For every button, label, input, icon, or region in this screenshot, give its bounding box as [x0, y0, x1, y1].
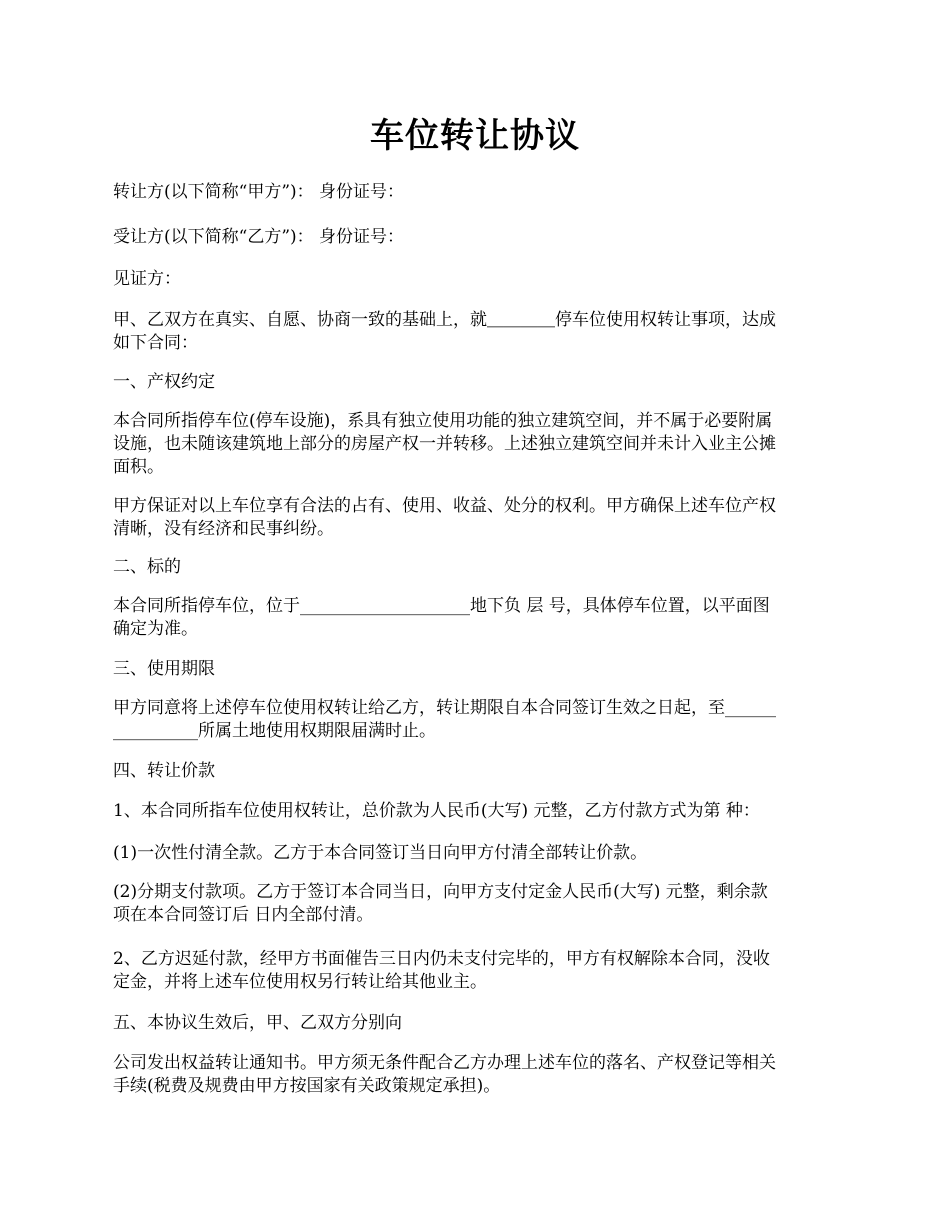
sec4-opt2-line-1: (2)分期支付款项。乙方于签订本合同当日，向甲方支付定金人民币(大写) 元整，剩余款: [113, 882, 768, 902]
witness-line: 见证方：: [113, 269, 181, 289]
sec3-p1-line-1: 甲方同意将上述停车位使用权转让给乙方，转让期限自本合同签订生效之日起，至______: [113, 698, 776, 718]
section-1-paragraph-2: [113, 495, 839, 541]
section-2-heading: 二、标的: [113, 557, 181, 577]
sec5-p1-line-1: 公司发出权益转让通知书。甲方须无条件配合乙方办理上述车位的落名、产权登记等相关: [113, 1053, 776, 1073]
intro-line-1: 甲、乙双方在真实、自愿、协商一致的基础上，就＿＿＿＿停车位使用权转让事项，达成: [113, 310, 776, 330]
sec4-item2-line-1: 2、乙方迟延付款，经甲方书面催告三日内仍未支付完毕的，甲方有权解除本合同，没收: [113, 949, 770, 969]
intro-line-2: 如下合同：: [113, 333, 198, 353]
section-4-item-1: 1、本合同所指车位使用权转让，总价款为人民币(大写) 元整，乙方付款方式为第 种：: [113, 801, 760, 821]
document-title: 车位转让协议: [370, 116, 580, 156]
section-4-heading: 四、转让价款: [113, 761, 215, 781]
sec1-p1-line-1: 本合同所指停车位(停车设施)，系具有独立使用功能的独立建筑空间，并不属于必要附属: [113, 411, 773, 431]
section-5-paragraph-1: [113, 1052, 839, 1098]
sec2-p1-line-1: 本合同所指停车位，位于____________________地下负 层 号，具体停车位置，以平面图: [113, 596, 770, 616]
sec2-p1-line-2: 确定为准。: [113, 619, 198, 639]
section-4-option-2: [113, 881, 839, 927]
section-5-heading: 五、本协议生效后，甲、乙双方分别向: [113, 1013, 402, 1033]
section-3-paragraph-1: [113, 697, 839, 743]
sec1-p2-line-1: 甲方保证对以上车位享有合法的占有、使用、收益、处分的权利。甲方确保上述车位产权: [113, 496, 776, 516]
sec4-opt2-line-2: 项在本合同签订后 日内全部付清。: [113, 905, 374, 925]
sec4-item2-line-2: 定金，并将上述车位使用权另行转让给其他业主。: [113, 972, 487, 992]
section-1-paragraph-1: [113, 410, 839, 479]
section-2-paragraph-1: [113, 595, 839, 641]
sec5-p1-line-2: 手续(税费及规费由甲方按国家有关政策规定承担)。: [113, 1076, 501, 1096]
sec3-p1-line-2: __________所属土地使用权期限届满时止。: [113, 721, 436, 741]
section-4-option-1: (1)一次性付清全款。乙方于本合同签订当日向甲方付清全部转让价款。: [113, 843, 648, 863]
sec1-p2-line-2: 清晰，没有经济和民事纠纷。: [113, 519, 334, 539]
intro-paragraph: [113, 309, 839, 355]
section-1-heading: 一、产权约定: [113, 372, 215, 392]
sec1-p1-line-2: 设施，也未随该建筑地上部分的房屋产权一并转移。上述独立建筑空间并未计入业主公摊: [113, 434, 776, 454]
sec1-p1-line-3: 面积。: [113, 457, 164, 477]
section-3-heading: 三、使用期限: [113, 659, 215, 679]
transferee-line: 受让方(以下简称“乙方”)： 身份证号：: [113, 227, 405, 247]
transferor-line: 转让方(以下简称“甲方”)： 身份证号：: [113, 182, 405, 202]
section-4-item-2: [113, 948, 839, 994]
